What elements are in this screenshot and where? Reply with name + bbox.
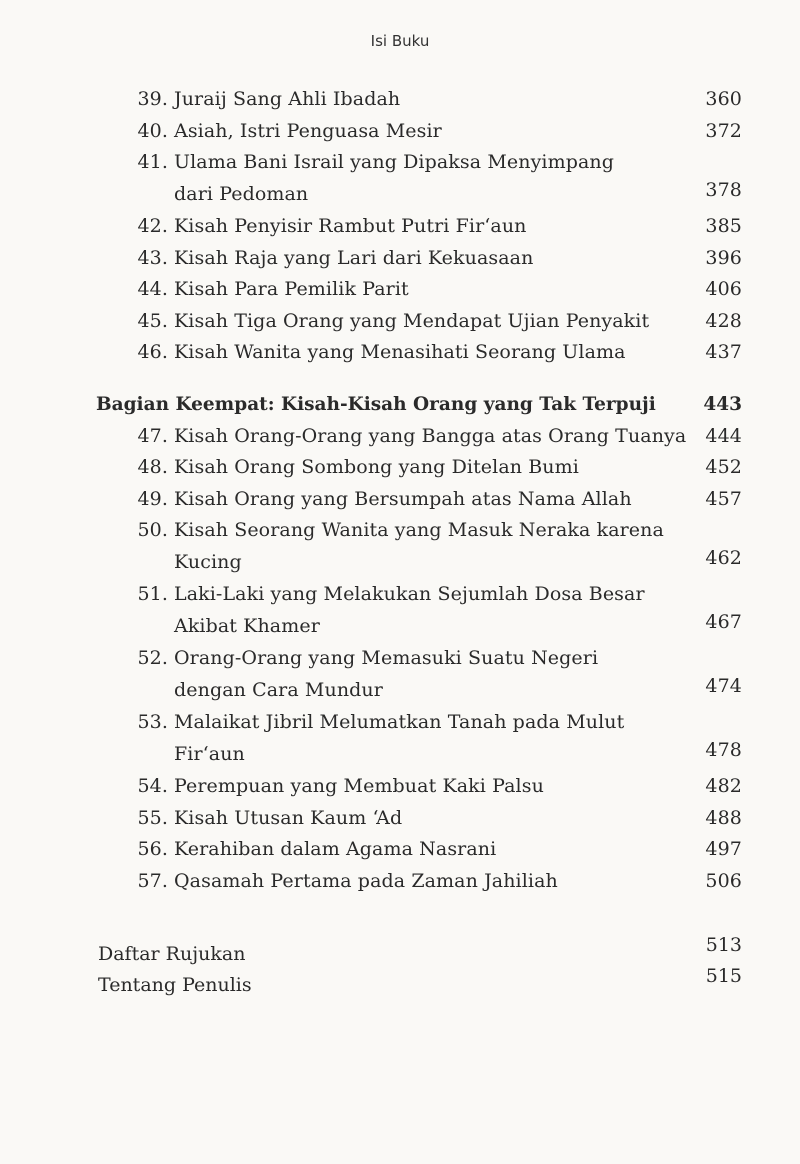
toc-entry[interactable]	[0, 306, 800, 338]
back-matter-title: Tentang Penulis	[98, 974, 252, 996]
entry-number: 55.	[137, 806, 168, 829]
entry-number: 39.	[137, 88, 168, 110]
toc-entry[interactable]	[0, 803, 800, 835]
entry-number: 57.	[137, 869, 168, 892]
entry-number: 52.	[137, 647, 168, 669]
entry-title: Kisah Orang-Orang yang Bangga atas Orang Tuanya	[174, 424, 687, 447]
section-heading[interactable]	[0, 389, 800, 421]
toc-entry[interactable]	[0, 515, 800, 579]
toc-entry[interactable]	[0, 866, 800, 898]
entry-title: Kerahiban dalam Agama Nasrani	[174, 838, 497, 860]
entry-title: Kisah Para Pemilik Parit	[174, 278, 409, 300]
entry-page: 497	[705, 838, 742, 860]
entry-title: Asiah, Istri Penguasa Mesir	[174, 119, 442, 142]
entry-number: 44.	[137, 278, 168, 300]
toc-entry[interactable]	[0, 211, 800, 243]
entry-title-continued: Kucing	[174, 550, 242, 573]
toc-entry[interactable]	[0, 834, 800, 866]
section-page: 443	[703, 393, 742, 415]
toc-entry[interactable]	[0, 771, 800, 803]
entry-title: Kisah Penyisir Rambut Putri Fir‘aun	[174, 215, 527, 237]
entry-page: 385	[705, 215, 742, 237]
entry-number: 49.	[137, 487, 168, 510]
entry-title-continued: dari Pedoman	[174, 182, 309, 205]
toc-entry[interactable]	[0, 274, 800, 306]
entry-page: 506	[705, 869, 742, 892]
back-matter-entry[interactable]	[0, 931, 800, 965]
entry-number: 43.	[137, 246, 168, 269]
back-matter-title: Daftar Rujukan	[98, 943, 246, 965]
toc-entry[interactable]	[0, 707, 800, 771]
entry-page: 378	[705, 179, 742, 201]
entry-number: 51.	[137, 583, 168, 605]
back-matter-page: 515	[705, 965, 742, 987]
entry-page: 406	[705, 278, 742, 300]
running-header: Isi Buku	[370, 32, 430, 50]
entry-title: Kisah Orang yang Bersumpah atas Nama Allah	[174, 487, 632, 510]
entry-number: 50.	[137, 519, 168, 541]
entry-title: Kisah Wanita yang Menasihati Seorang Ulama	[174, 341, 626, 363]
entry-title: Kisah Raja yang Lari dari Kekuasaan	[174, 246, 534, 269]
entry-page: 478	[705, 739, 742, 761]
entry-number: 41.	[137, 151, 168, 173]
toc-entry[interactable]	[0, 147, 800, 211]
section-title: Bagian Keempat: Kisah-Kisah Orang yang Tak Terpuji	[96, 393, 656, 415]
toc-entry[interactable]	[0, 579, 800, 643]
entry-title: Laki-Laki yang Melakukan Sejumlah Dosa Besar	[174, 583, 645, 605]
entry-page: 372	[705, 119, 742, 142]
entry-page: 360	[705, 88, 742, 110]
entry-title: Qasamah Pertama pada Zaman Jahiliah	[174, 869, 558, 892]
entry-title: Juraij Sang Ahli Ibadah	[174, 88, 401, 110]
entry-number: 56.	[137, 838, 168, 860]
toc-entry[interactable]	[0, 337, 800, 369]
entry-page: 437	[705, 341, 742, 363]
toc-entry[interactable]	[0, 243, 800, 275]
entry-page: 444	[705, 424, 742, 447]
entry-title: Kisah Tiga Orang yang Mendapat Ujian Penyakit	[174, 309, 650, 332]
entry-page: 462	[705, 547, 742, 569]
back-matter-page: 513	[705, 934, 742, 956]
table-of-contents	[0, 84, 800, 996]
entry-title: Malaikat Jibril Melumatkan Tanah pada Mulut	[174, 711, 625, 733]
entry-number: 45.	[137, 309, 168, 332]
entry-number: 47.	[137, 424, 168, 447]
entry-number: 46.	[137, 341, 168, 363]
toc-entry[interactable]	[0, 84, 800, 116]
entry-page: 467	[705, 611, 742, 633]
entry-title: Ulama Bani Israil yang Dipaksa Menyimpang	[174, 151, 614, 173]
toc-entry[interactable]	[0, 116, 800, 148]
toc-entry[interactable]	[0, 421, 800, 453]
entry-page: 457	[705, 487, 742, 510]
entry-page: 482	[705, 775, 742, 797]
entry-title-continued: Akibat Khamer	[174, 614, 320, 637]
entry-page: 452	[705, 456, 742, 478]
toc-entry[interactable]	[0, 643, 800, 707]
entry-title-continued: dengan Cara Mundur	[174, 678, 383, 701]
toc-entry[interactable]	[0, 452, 800, 484]
back-matter-entry[interactable]	[0, 962, 800, 996]
entry-title: Perempuan yang Membuat Kaki Palsu	[174, 775, 544, 797]
entry-number: 40.	[137, 119, 168, 142]
entry-title: Kisah Seorang Wanita yang Masuk Neraka karena	[174, 519, 664, 541]
entry-title: Orang-Orang yang Memasuki Suatu Negeri	[174, 647, 599, 669]
entry-page: 488	[705, 806, 742, 829]
entry-title: Kisah Orang Sombong yang Ditelan Bumi	[174, 456, 579, 478]
entry-page: 396	[705, 246, 742, 269]
entry-number: 53.	[137, 711, 168, 733]
entry-number: 42.	[137, 215, 168, 237]
entry-page: 474	[705, 675, 742, 697]
entry-title: Kisah Utusan Kaum ‘Ad	[174, 806, 403, 829]
entry-title-continued: Fir‘aun	[174, 742, 245, 765]
entry-number: 48.	[137, 456, 168, 478]
toc-entry[interactable]	[0, 484, 800, 516]
entry-number: 54.	[137, 775, 168, 797]
entry-page: 428	[705, 309, 742, 332]
